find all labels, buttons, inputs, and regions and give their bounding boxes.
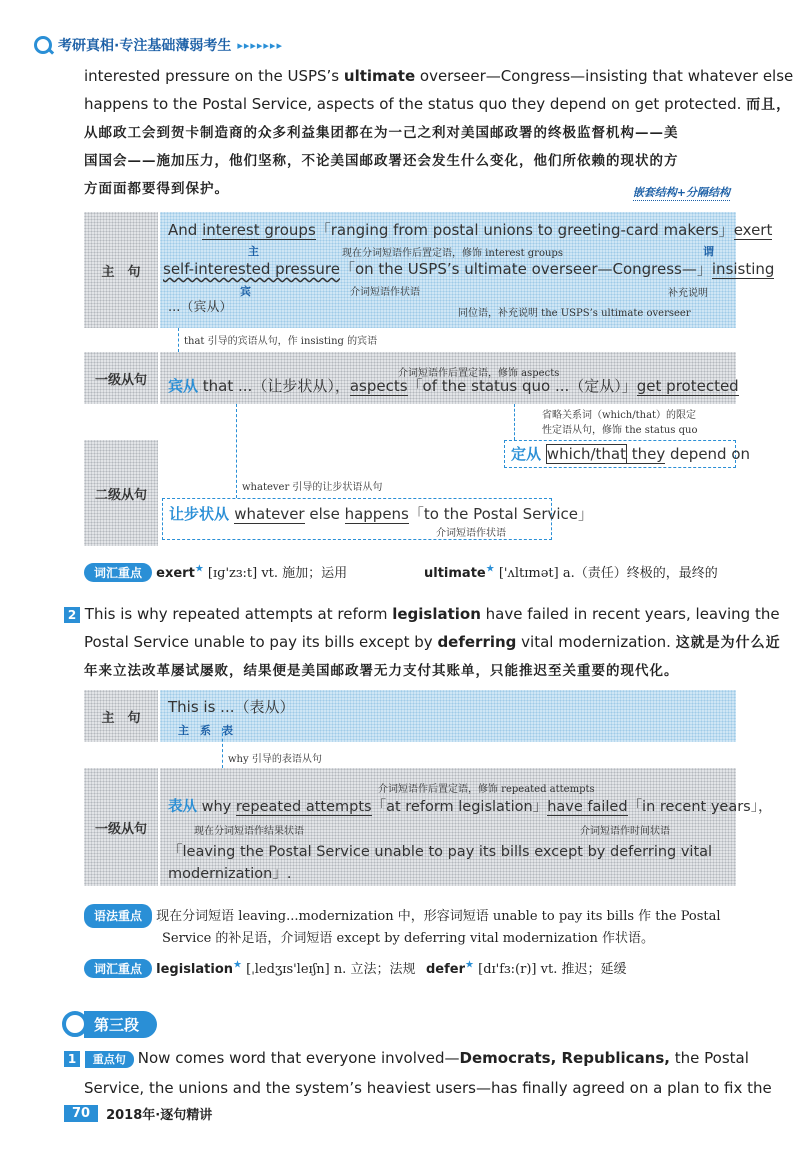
key-sentence-badge: 重点句 — [85, 1051, 134, 1068]
star-icon: ★ — [194, 563, 204, 575]
main-line-2: self-interested pressure「on the USPS’s ultimate overseer—Congress—」insisting — [163, 260, 775, 278]
page-footer — [64, 1104, 212, 1123]
label-main-clause-2: 主 句 — [84, 690, 158, 742]
paragraph-1: interested pressure on the USPS’s ultimate overseer—Congress—insisting that whatever else happens to the Postal Service, aspects of the status quo they depend on get protected. 而且， 从邮政工会到贺卡制造商的众多利益集团都在为一己之利对美国邮政署的终极监督机构——美 国国会——施加压力，他们坚称，不论美国邮政署还会发生什么变化，他们所依赖的现状的方 方面面都要得到保护。 — [84, 67, 794, 197]
star-icon: ★ — [465, 959, 474, 971]
vocab-4: defer★ [dɪ'fɜ:(r)] vt. 推迟；延缓 — [426, 959, 627, 977]
label-main-clause: 主 句 — [84, 212, 158, 328]
structure-tag: 嵌套结构+分隔结构 — [632, 186, 730, 199]
vocab-2: ultimate★ ['ʌltɪmət] a.（责任）终极的，最终的 — [424, 563, 718, 581]
level1-line: 宾从 that ...（让步状从），aspects「of the status quo ...（定从）」get protected — [168, 377, 739, 395]
sentence-number: 2 — [64, 607, 80, 623]
page-number: 70 — [64, 1105, 98, 1122]
star-icon: ★ — [485, 563, 495, 575]
relative-clause-box: 定从 which/that they depend on — [504, 440, 736, 468]
vocab-3: 词汇重点 legislation★ [ˌledʒɪs'leɪʃn] n. 立法；法规 — [84, 958, 415, 978]
concessive-clause-box: 让步状从 whatever else happens「to the Postal Service」 — [162, 498, 552, 540]
label-level2-clause: 二级从句 — [84, 440, 158, 546]
vocab-1: 词汇重点 exert★ [ɪɡ'zɜ:t] vt. 施加；运用 — [84, 562, 347, 582]
label-level1-clause: 一级从句 — [84, 352, 158, 404]
sentence-number: 1 — [64, 1051, 80, 1067]
header-arrows-icon: ▸▸▸▸▸▸▸ — [237, 38, 283, 52]
grammar-note: 语法重点 现在分词短语 leaving...modernization 中，形容词短语 unable to pay its bills 作 the Postal Service 的补足语，介词短语 except by deferring vital modernization 作状语。 — [84, 904, 736, 950]
label-level1-clause-2: 一级从句 — [84, 768, 158, 886]
search-logo-icon — [62, 1011, 88, 1037]
section-heading: 第三段 — [62, 1010, 157, 1038]
level1-line-2: 表从 why repeated attempts「at reform legislation」have failed「in recent years」， — [168, 799, 773, 815]
main-line-1: And interest groups「ranging from postal unions to greeting-card makers」exert — [168, 221, 773, 239]
paragraph-3: 1 重点句 Now comes word that everyone involved—Democrats, Republicans, the Postal Service, the unions and the system’s heaviest users—has finally agreed on a plan to fix the — [64, 1044, 736, 1102]
header-title: 考研真相·专注基础薄弱考生 — [58, 38, 232, 54]
star-icon: ★ — [233, 959, 242, 971]
search-logo-icon — [34, 36, 52, 54]
footer-text: 2018年·逐句精讲 — [106, 1108, 213, 1123]
paragraph-2: 2 This is why repeated attempts at reform legislation have failed in recent years, leaving the Postal Service unable to pay its bills except by deferring vital modernization. 这就是为什么近 年来立法改革屡试屡败，结果便是美国邮政署无力支付其账单，只能推迟至关重要的现代化。 — [64, 600, 736, 685]
page-header — [34, 34, 283, 56]
